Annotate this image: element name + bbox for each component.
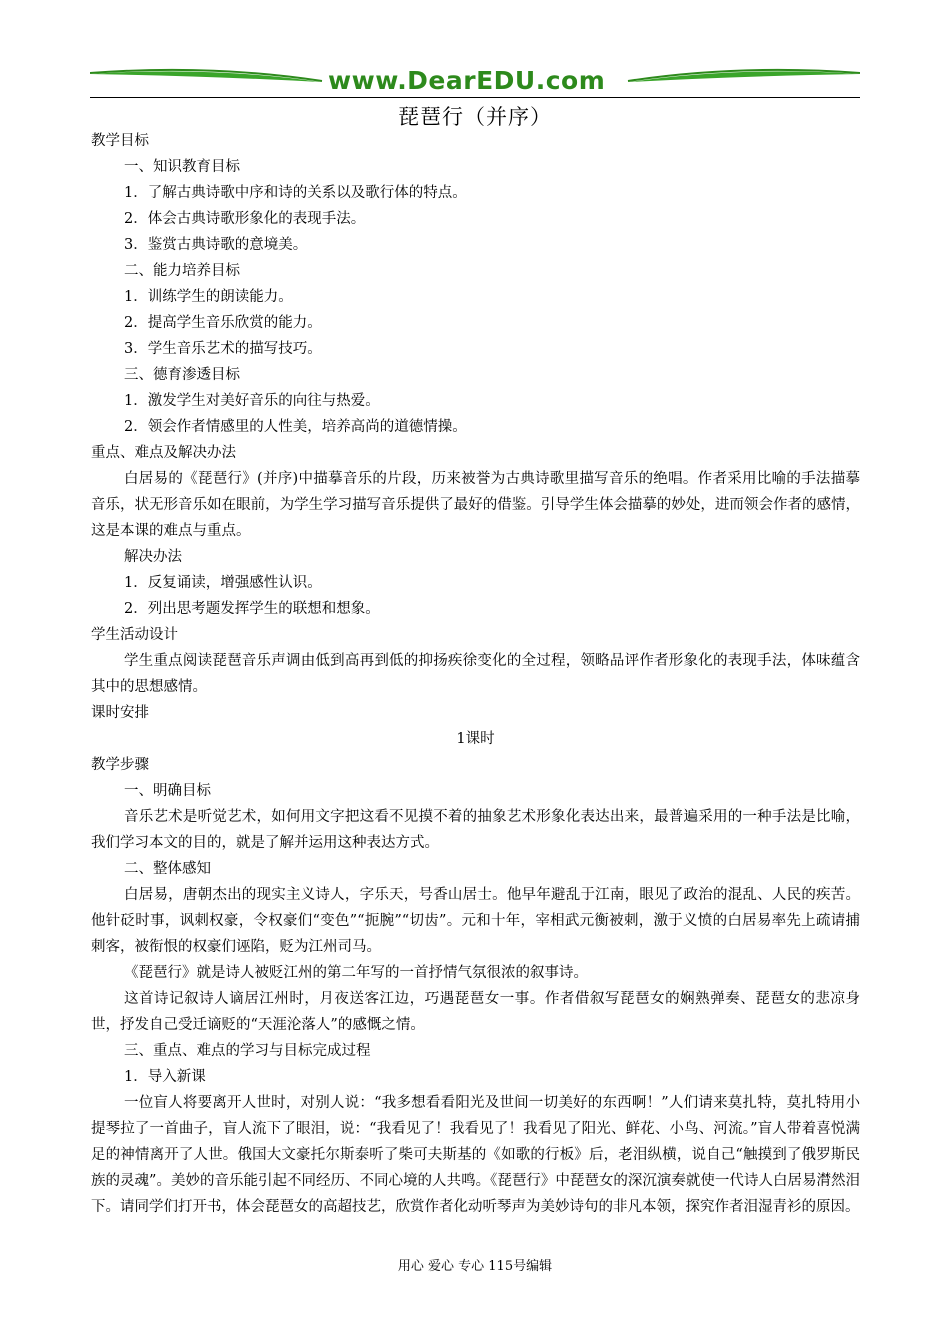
- paragraph: 一位盲人将要离开人世时，对别人说：“我多想看看阳光及世间一切美好的东西啊！”人们请来莫扎特，莫扎特用小提琴拉了一首曲子，盲人流下了眼泪，说：“我看见了！我看见了！我看见了阳光、鲜花、小鸟、河流。”盲人带着喜悦满足的神情离开了人世。俄国大文豪托尔斯泰听了柴可夫斯基的《如歌的行板》后，老泪纵横，说自己“触摸到了俄罗斯民族的灵魂”。美妙的音乐能引起不同经历、不同心境的人共鸣。《琵琶行》中琵琶女的深沉演奏就使一代诗人白居易潸然泪下。请同学们打开书，体会琵琶女的高超技艺，欣赏作者化动听琴声为美妙诗句的非凡本领，探究作者泪湿青衫的原因。: [91, 1095, 860, 1215]
- list-item: 1．反复诵读，增强感性认识。: [124, 575, 322, 591]
- section-heading: 教学步骤: [91, 757, 149, 773]
- site-header: [90, 62, 860, 102]
- subheading: 二、整体感知: [124, 861, 211, 877]
- subheading: 一、知识教育目标: [124, 159, 240, 175]
- subheading: 二、能力培养目标: [124, 263, 240, 279]
- section-heading: 课时安排: [91, 705, 149, 721]
- list-item: 1．了解古典诗歌中序和诗的关系以及歌行体的特点。: [124, 185, 467, 201]
- list-item: 2．提高学生音乐欣赏的能力。: [124, 315, 322, 331]
- subheading: 三、重点、难点的学习与目标完成过程: [124, 1043, 371, 1059]
- document-body: [91, 128, 860, 1220]
- header-rule: [90, 97, 860, 98]
- list-item: 2．领会作者情感里的人性美，培养高尚的道德情操。: [124, 419, 467, 435]
- list-item: 1．训练学生的朗读能力。: [124, 289, 293, 305]
- page-footer: 用心 爱心 专心 115号编辑: [397, 1259, 553, 1274]
- section-heading: 学生活动设计: [91, 627, 178, 643]
- centered-text: 1课时: [456, 731, 495, 747]
- paragraph: 这首诗记叙诗人谪居江州时，月夜送客江边，巧遇琵琶女一事。作者借叙写琵琶女的娴熟弹奏、琵琶女的悲凉身世，抒发自己受迁谪贬的“天涯沦落人”的感慨之情。: [91, 991, 860, 1033]
- paragraph: 白居易的《琵琶行》(并序)中描摹音乐的片段，历来被誉为古典诗歌里描写音乐的绝唱。作者采用比喻的手法描摹音乐，状无形音乐如在眼前，为学生学习描写音乐提供了最好的借鉴。引导学生体会描摹的妙处，进而领会作者的感情，这是本课的难点与重点。: [91, 471, 860, 539]
- site-logo: www.DearEDU.com: [328, 66, 606, 95]
- list-item: 3．鉴赏古典诗歌的意境美。: [124, 237, 308, 253]
- paragraph: 音乐艺术是听觉艺术，如何用文字把这看不见摸不着的抽象艺术形象化表达出来，最普遍采用的一种手法是比喻，我们学习本文的目的，就是了解并运用这种表达方式。: [91, 809, 860, 851]
- section-heading: 教学目标: [91, 133, 149, 149]
- paragraph: 学生重点阅读琵琶音乐声调由低到高再到低的抑扬疾徐变化的全过程，领略品评作者形象化的表现手法，体味蕴含其中的思想感情。: [91, 653, 860, 695]
- paragraph: 《琵琶行》就是诗人被贬江州的第二年写的一首抒情气氛很浓的叙事诗。: [124, 965, 588, 981]
- list-item: 1．激发学生对美好音乐的向往与热爱。: [124, 393, 380, 409]
- subheading: 三、德育渗透目标: [124, 367, 240, 383]
- list-item: 2．列出思考题发挥学生的联想和想象。: [124, 601, 380, 617]
- list-item: 2．体会古典诗歌形象化的表现手法。: [124, 211, 366, 227]
- subheading: 一、明确目标: [124, 783, 211, 799]
- list-item: 3．学生音乐艺术的描写技巧。: [124, 341, 322, 357]
- subheading: 解决办法: [124, 549, 182, 565]
- section-heading: 重点、难点及解决办法: [91, 445, 236, 461]
- paragraph: 白居易，唐朝杰出的现实主义诗人，字乐天，号香山居士。他早年避乱于江南，眼见了政治的混乱、人民的疾苦。他针砭时事，讽刺权豪，令权豪们“变色”“扼腕”“切齿”。元和十年，宰相武元衡被刺，激于义愤的白居易率先上疏请捕刺客，被衔恨的权豪们诬陷，贬为江州司马。: [91, 887, 860, 955]
- subheading: 1．导入新课: [124, 1069, 206, 1085]
- page-title: 琵琶行（并序）: [398, 105, 552, 129]
